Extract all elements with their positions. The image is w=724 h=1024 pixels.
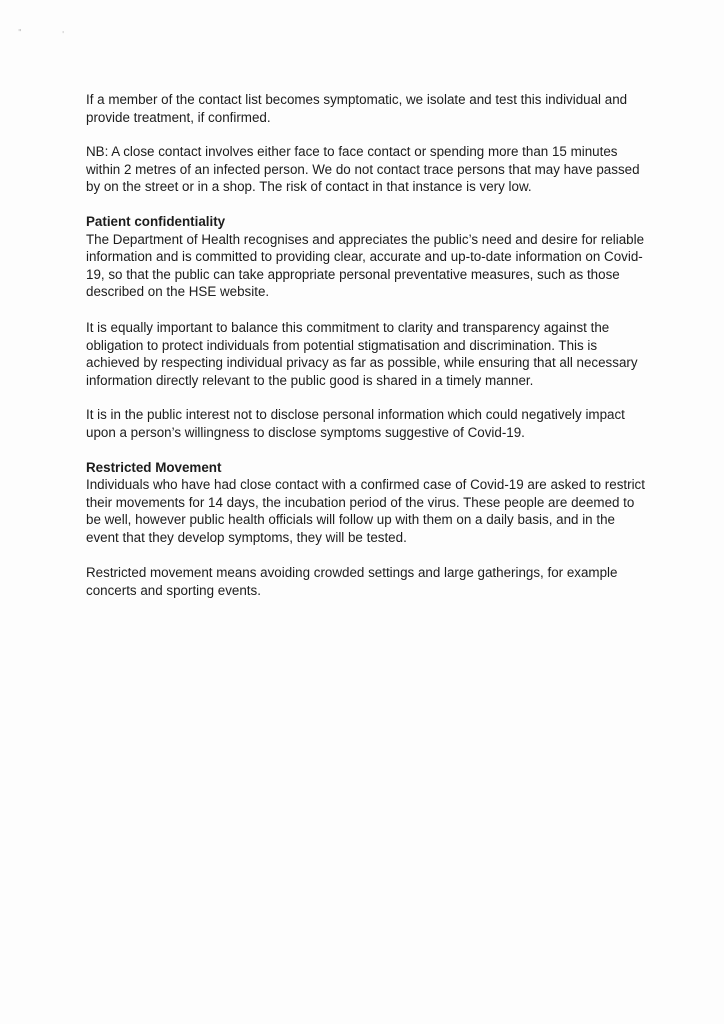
paragraph-text: Individuals who have had close contact with a confirmed case of Covid-19 are asked to restrict their movements for 14 days, the incubation period of the virus. These people are deemed to be well, however public health officials will follow up with them on a daily basis, and in the event that they develop symptoms, they will be tested. <box>86 477 645 545</box>
public-interest-paragraph <box>86 406 646 441</box>
section-heading: Patient confidentiality <box>86 213 226 229</box>
paragraph-text: It is equally important to balance this commitment to clarity and transparency against the obligation to protect individuals from potential stigmatisation and discrimination. This is achieved by respecting individual privacy as far as possible, while ensuring that all necessary information directly relevant to the public good is shared in a timely manner. <box>86 319 638 388</box>
paragraph-text: It is in the public interest not to disclose personal information which could negatively impact upon a person’s willingness to disclose symptoms suggestive of Covid-19. <box>86 407 625 440</box>
section-heading: Restricted Movement <box>86 459 222 475</box>
paragraph-text: The Department of Health recognises and appreciates the public’s need and desire for reliable information and is committed to providing clear, accurate and up-to-date information on Covid-19, so that the public can take appropriate personal preventative measures, such as those described on the HSE website. <box>86 231 645 300</box>
scan-speck-mark-2: ' <box>62 30 65 39</box>
restricted-movement-section <box>86 459 646 547</box>
contact-symptomatic-paragraph <box>86 91 646 126</box>
document-body <box>86 91 646 600</box>
balance-commitment-paragraph <box>86 319 646 389</box>
paragraph-text: NB: A close contact involves either face to face contact or spending more than 15 minutes within 2 metres of an infected person. We do not contact trace persons that may have passed by on the street or in a shop. The risk of contact in that instance is very low. <box>86 144 640 195</box>
patient-confidentiality-section <box>86 213 646 301</box>
paragraph-text: Restricted movement means avoiding crowded settings and large gatherings, for example concerts and sporting events. <box>86 565 618 599</box>
scan-speck-mark: " <box>18 28 22 37</box>
restricted-movement-definition-paragraph <box>86 564 646 599</box>
close-contact-note-paragraph <box>86 143 646 196</box>
paragraph-text: If a member of the contact list becomes symptomatic, we isolate and test this individual and provide treatment, if confirmed. <box>86 92 628 125</box>
